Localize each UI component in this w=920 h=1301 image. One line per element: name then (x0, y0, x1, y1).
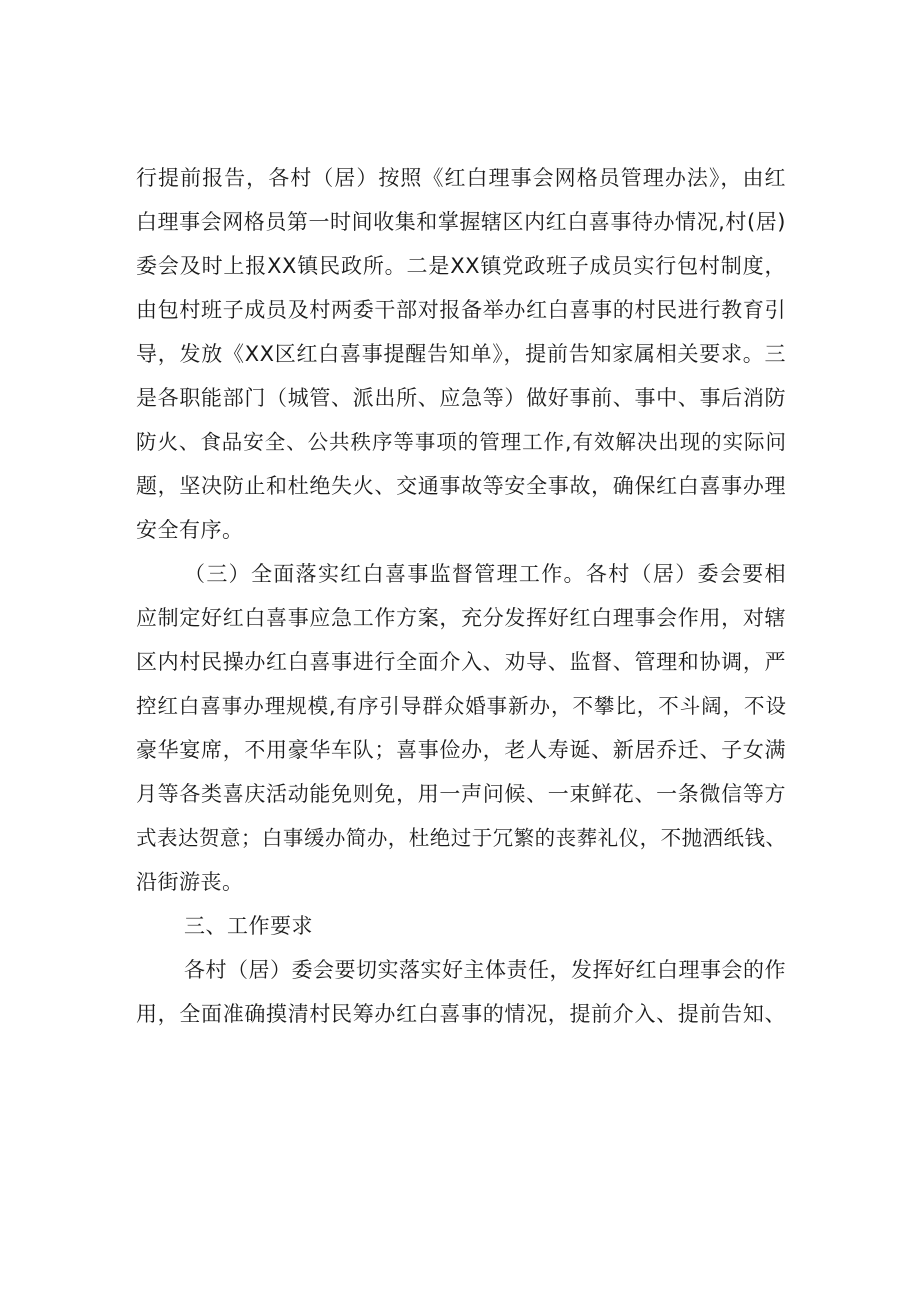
paragraph-line: 是各职能部门（城管、派出所、应急等）做好事前、事中、事后消防 (136, 386, 786, 410)
paragraph-line: 区内村民操办红白喜事进行全面介入、劝导、监督、管理和协调，严 (136, 650, 786, 674)
section-heading: 三、工作要求 (184, 914, 313, 938)
paragraph-line: 防火、食品安全、公共秩序等事项的管理工作,有效解决出现的实际问 (136, 430, 786, 454)
paragraph-line: 由包村班子成员及村两委干部对报备举办红白喜事的村民进行教育引 (136, 298, 786, 322)
paragraph-line: 白理事会网格员第一时间收集和掌握辖区内红白喜事待办情况,村(居) (136, 210, 786, 234)
paragraph-line: 沿街游丧。 (136, 870, 244, 894)
paragraph-line: 安全有序。 (136, 518, 244, 542)
paragraph-line: 各村（居）委会要切实落实好主体责任，发挥好红白理事会的作 (184, 958, 786, 982)
paragraph-line: 月等各类喜庆活动能免则免，用一声问候、一束鲜花、一条微信等方 (136, 782, 786, 806)
paragraph-line: 题，坚决防止和杜绝失火、交通事故等安全事故，确保红白喜事办理 (136, 474, 786, 498)
paragraph-line: （三）全面落实红白喜事监督管理工作。各村（居）委会要相 (184, 562, 786, 586)
paragraph-line: 应制定好红白喜事应急工作方案，充分发挥好红白理事会作用，对辖 (136, 606, 786, 630)
paragraph-line: 豪华宴席，不用豪华车队；喜事俭办，老人寿诞、新居乔迁、子女满 (136, 738, 786, 762)
paragraph-line: 式表达贺意；白事缓办简办，杜绝过于冗繁的丧葬礼仪，不抛洒纸钱、 (136, 826, 786, 850)
paragraph-line: 控红白喜事办理规模,有序引导群众婚事新办，不攀比，不斗阔，不设 (136, 694, 786, 718)
paragraph-line: 导，发放《XX区红白喜事提醒告知单》，提前告知家属相关要求。三 (136, 342, 786, 366)
paragraph-line: 委会及时上报XX镇民政所。二是XX镇党政班子成员实行包村制度， (136, 254, 786, 278)
paragraph-line: 用，全面准确摸清村民筹办红白喜事的情况，提前介入、提前告知、 (136, 1002, 786, 1026)
paragraph-line: 行提前报告，各村（居）按照《红白理事会网格员管理办法》，由红 (136, 166, 786, 190)
